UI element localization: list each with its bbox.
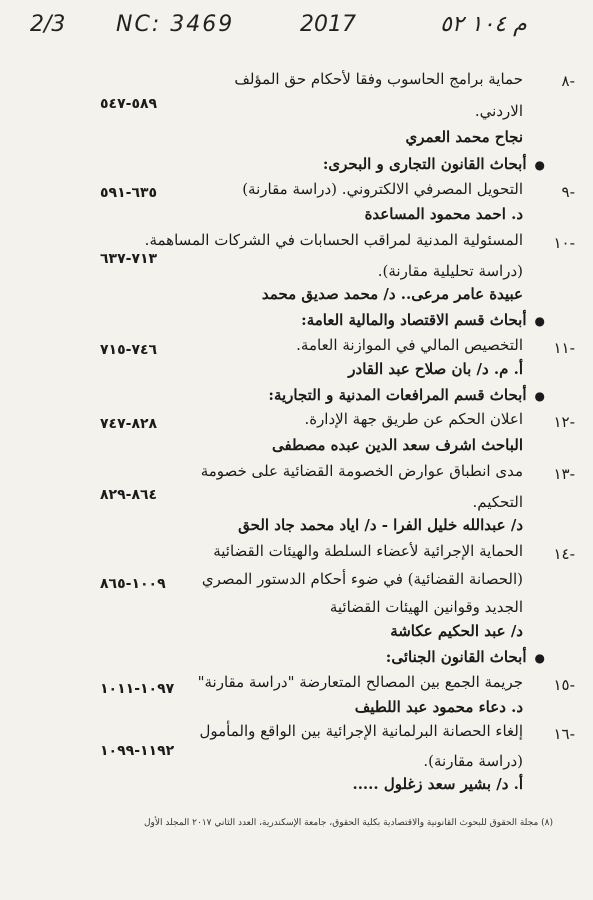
section-heading: ●أبحاث قسم الاقتصاد والمالية العامة: [301, 311, 545, 329]
entry-pages: ٨٦٤-٨٢٩ [100, 487, 158, 503]
entry-number: ١٢- [553, 413, 575, 431]
entry-author: د. دعاء محمود عبد اللطيف [354, 698, 523, 716]
entry-title-line: حماية برامج الحاسوب وفقا لأحكام حق المؤلف [234, 70, 523, 88]
entry-author: د. احمد محمود المساعدة [364, 205, 523, 223]
entry-author: أ. د/ بشير سعد زغلول ..... [352, 775, 523, 793]
entry-author: أ. م. د/ بان صلاح عبد القادر [348, 360, 523, 378]
entry-title-line: (دراسة تحليلية مقارنة). [377, 262, 523, 280]
entry-title-line: التخصيص المالي في الموازنة العامة. [296, 336, 523, 354]
entry-number: ١٠- [553, 234, 575, 252]
entry-title-line: اعلان الحكم عن طريق جهة الإدارة. [304, 410, 523, 428]
entry-number: ١٤- [553, 545, 575, 563]
entry-pages: ٨٢٨-٧٤٧ [100, 416, 158, 432]
entry-title-line: مدى انطباق عوارض الخصومة القضائية على خصومة [200, 462, 523, 480]
entry-title-line: المسئولية المدنية لمراقب الحسابات في الشركات المساهمة. [144, 231, 523, 249]
entry-title-line: (دراسة مقارنة). [423, 752, 523, 770]
bullet-icon: ● [534, 651, 545, 665]
entry-number: ١١- [553, 339, 575, 357]
bullet-icon: ● [534, 158, 545, 172]
section-heading: ●أبحاث قسم المرافعات المدنية و التجارية: [268, 386, 545, 404]
entry-number: ٨- [561, 72, 575, 90]
section-heading: ●أبحاث القانون التجارى و البحرى: [322, 155, 545, 173]
section-heading: ●أبحاث القانون الجنائى: [385, 648, 545, 666]
entry-pages: ٥٨٩-٥٤٧ [100, 96, 158, 112]
entry-title-line: (الحصانة القضائية) في ضوء أحكام الدستور المصري [201, 570, 523, 588]
entry-pages: ١٠٩٧-١٠١١ [100, 681, 175, 697]
entry-title-line: التحويل المصرفي الالكتروني. (دراسة مقارنة) [242, 180, 523, 198]
entry-pages: ١١٩٢-١٠٩٩ [100, 743, 175, 759]
entry-pages: ٧٤٦-٧١٥ [100, 342, 158, 358]
handwritten-year: 2017 [300, 12, 356, 37]
entry-title-line: الحماية الإجرائية لأعضاء السلطة والهيئات القضائية [213, 542, 523, 560]
handwritten-reference: م ١٠٤ ٥٢ [440, 12, 527, 37]
entry-title-line: الجديد وقوانين الهيئات القضائية [329, 598, 523, 616]
entry-author: عبيدة عامر مرعى.. د/ محمد صديق محمد [261, 285, 523, 303]
entry-number: ١٦- [553, 725, 575, 743]
entry-author: نجاح محمد العمري [405, 128, 523, 146]
entry-title-line: الاردني. [474, 102, 523, 120]
entry-author: د/ عبدالله خليل الفرا - د/ اياد محمد جاد الحق [238, 516, 523, 534]
entry-pages: ٦٣٥-٥٩١ [100, 185, 158, 201]
bullet-icon: ● [534, 389, 545, 403]
entry-author: د/ عبد الحكيم عكاشة [390, 622, 523, 640]
entry-title-line: التحكيم. [472, 493, 523, 511]
entry-title-line: جريمة الجمع بين المصالح المتعارضة "دراسة مقارنة" [197, 673, 523, 691]
bullet-icon: ● [534, 314, 545, 328]
page-footer: (٨) مجلة الحقوق للبحوث القانونية والاقتصادية بكلية الحقوق، جامعة الإسكندرية، العدد الثاني ٢٠١٧ المجلد الأول [143, 818, 553, 828]
entry-pages: ١٠٠٩-٨٦٥ [100, 576, 166, 592]
entry-number: ١٥- [553, 676, 575, 694]
handwritten-code: NC: 3469 [116, 12, 235, 37]
entry-author: الباحث اشرف سعد الدين عبده مصطفى [271, 436, 523, 454]
handwritten-fraction: 2/3 [30, 12, 66, 37]
entry-number: ١٣- [553, 465, 575, 483]
entry-title-line: إلغاء الحصانة البرلمانية الإجرائية بين الواقع والمأمول [199, 722, 523, 740]
entry-pages: ٧١٣-٦٣٧ [100, 251, 158, 267]
entry-number: ٩- [561, 183, 575, 201]
